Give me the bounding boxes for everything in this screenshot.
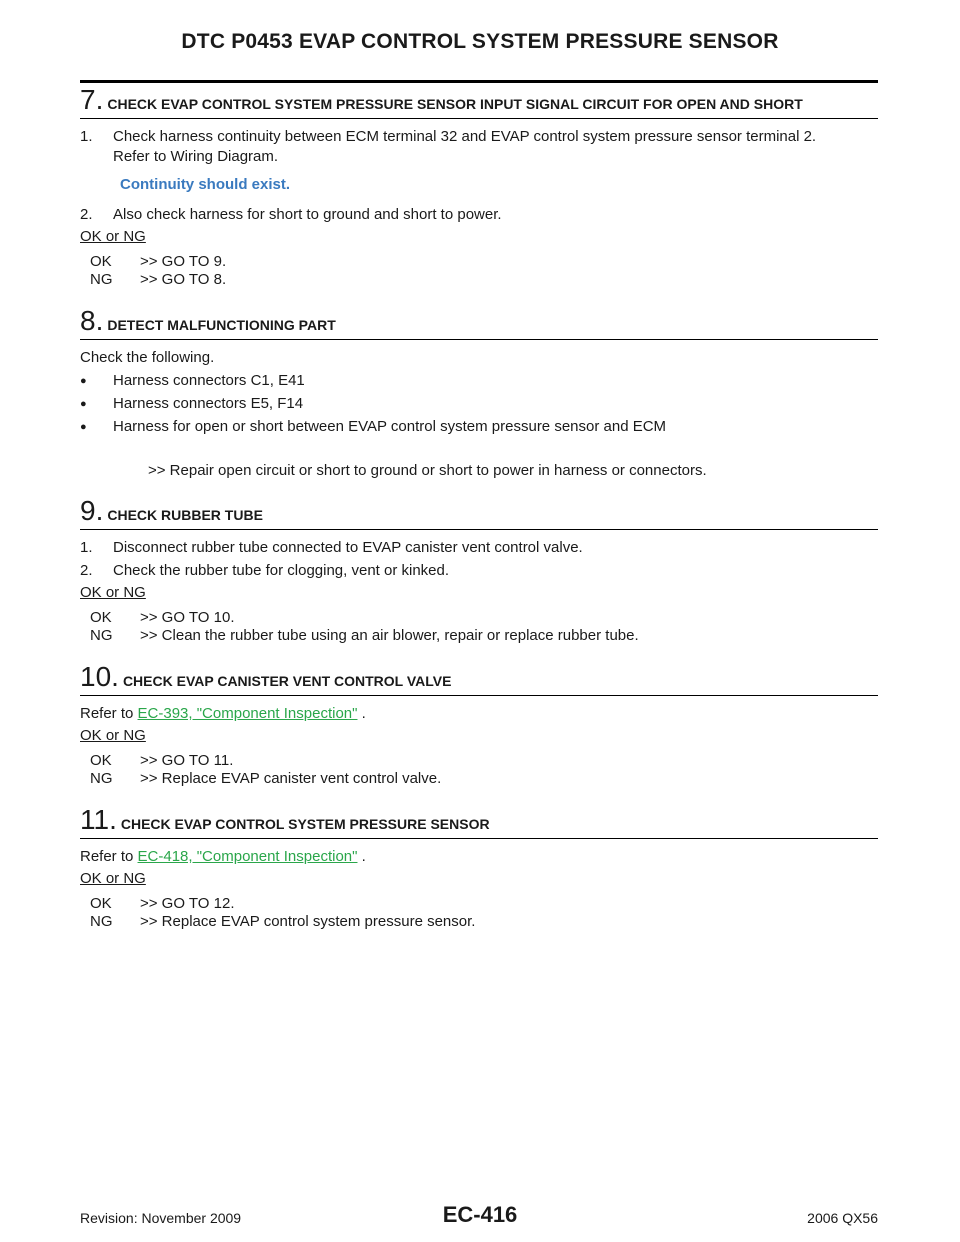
bullet-icon: ● [80,398,87,410]
component-inspection-link[interactable]: EC-393, "Component Inspection" [137,705,358,722]
step-7-item-1: 1. Check harness continuity between ECM terminal 32 and EVAP control system pressure sensor terminal 2. [80,128,817,145]
spec-note: Continuity should exist. [120,176,291,193]
step-9-item-1: 1. Disconnect rubber tube connected to EVAP canister vent control valve. [80,539,583,556]
ok-or-ng-label: OK or NG [80,228,146,245]
step-8-title: DETECT MALFUNCTIONING PART [107,317,336,333]
step-divider [80,339,878,340]
step-9-number: 9. [80,495,104,526]
step-11-title: CHECK EVAP CONTROL SYSTEM PRESSURE SENSOR [120,816,490,832]
result-ok: OK >> GO TO 9. [90,253,227,270]
result-ok: OK >> GO TO 11. [90,752,234,769]
page-number: EC-416 [442,1202,518,1227]
ok-or-ng-label: OK or NG [80,584,146,601]
vehicle-model: 2006 QX56 [807,1210,878,1226]
page-title: DTC P0453 EVAP CONTROL SYSTEM PRESSURE SENSOR [181,30,779,53]
title-divider [80,80,878,83]
bullet-icon: ● [80,421,87,433]
step-7-title: CHECK EVAP CONTROL SYSTEM PRESSURE SENSOR INPUT SIGNAL CIRCUIT FOR OPEN AND SHORT [107,96,803,112]
revision-date: Revision: November 2009 [80,1210,242,1226]
result-ng: NG >> Replace EVAP canister vent control valve. [90,770,442,787]
document-body [80,86,878,931]
result-ng: NG >> Replace EVAP control system pressure sensor. [90,913,476,930]
component-inspection-link[interactable]: EC-418, "Component Inspection" [137,848,358,865]
step-10-number: 10. [80,661,119,692]
step-7-reference: Refer to Wiring Diagram. [113,148,279,165]
step-9-title: CHECK RUBBER TUBE [107,507,263,523]
step-7-item-2: 2. Also check harness for short to ground and short to power. [80,206,502,223]
ok-or-ng-label: OK or NG [80,727,146,744]
step-divider [80,118,878,119]
step-9-heading [80,497,878,526]
ok-or-ng-label: OK or NG [80,870,146,887]
step-10-heading [80,663,878,692]
step-divider [80,529,878,530]
bullet-icon: ● [80,375,87,387]
step-divider [80,695,878,696]
result-ng: NG >> GO TO 8. [90,271,227,288]
step-8-intro: Check the following. [80,349,215,366]
step-8-heading [80,307,878,336]
step-7-heading [80,86,878,115]
list-item: ● Harness connectors E5, F14 [80,395,304,412]
result-ok: OK >> GO TO 10. [90,609,235,626]
step-10-title: CHECK EVAP CANISTER VENT CONTROL VALVE [122,673,452,689]
result-ok: OK >> GO TO 12. [90,895,235,912]
step-11-number: 11. [80,804,117,835]
step-11-reference: Refer to EC-418, "Component Inspection" . [80,848,366,865]
result-ng: NG >> Clean the rubber tube using an air blower, repair or replace rubber tube. [90,627,639,644]
list-item: ● Harness for open or short between EVAP control system pressure sensor and ECM [80,418,667,435]
step-7-number: 7. [80,84,104,115]
step-11-heading [80,806,878,835]
step-9-item-2: 2. Check the rubber tube for clogging, vent or kinked. [80,562,450,579]
step-8-action: >> Repair open circuit or short to ground or short to power in harness or connectors. [148,462,707,479]
step-8-number: 8. [80,305,104,336]
step-10-reference: Refer to EC-393, "Component Inspection" . [80,705,366,722]
list-item: ● Harness connectors C1, E41 [80,372,305,389]
step-divider [80,838,878,839]
